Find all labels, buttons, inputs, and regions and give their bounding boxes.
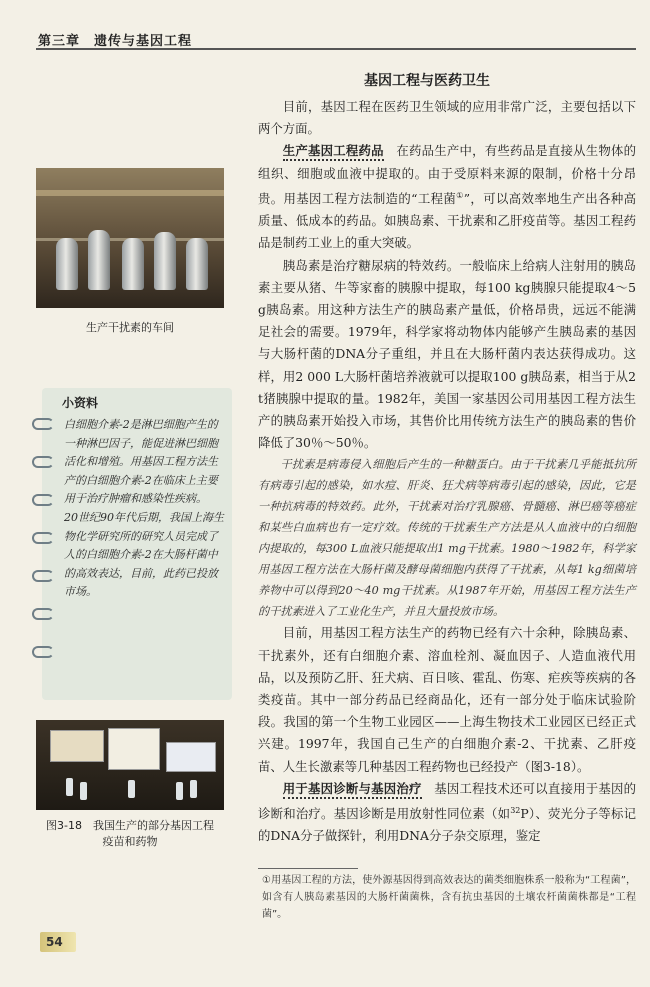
info-paragraph: 白细胞介素-2是淋巴细胞产生的一种淋巴因子，能促进淋巴细胞活化和增殖。用基因工程方法生产的白细胞介素-2在临床上主要用于治疗肿瘤和感染性疾病。 [64,418,218,506]
photo-beam [36,190,224,196]
paragraph: 胰岛素是治疗糖尿病的特效药。一般临床上给病人注射用的胰岛素主要从猪、牛等家畜的胰腺中提取，每100 kg胰腺只能提取4～5 g胰岛素。用这种方法生产的胰岛素产量低，价格昂贵，远远不能满足社会的需要。1979年，科学家将动物体内能够产生胰岛素的基因与大肠杆菌的DNA分子重组，并且在大肠杆菌内表达获得成功。这样，用2 000 L大肠杆菌培养液就可以提取100 g胰岛素，相当于从2 t猪胰腺中提取的量。1982年，美国一家基因公司用基因工程方法生产的胰岛素开始投入市场，其售价比用传统方法生产的胰岛素的售价降低了30％～50％。 [258,257,636,451]
tank [186,238,208,290]
workshop-photo [36,168,224,308]
section-title: 基因工程与医药卫生 [364,73,490,89]
ring-icon [32,456,54,468]
vial [190,780,197,798]
page-number-badge [40,932,76,952]
text-run: ”，可以高效率地生产出各种高质量、低成本的药品。如胰岛素、干扰素和乙肝疫苗等。基因工程药品是制药工业上的重大突破。 [258,190,636,251]
footnote: ①用基因工程的方法，使外源基因得到高效表达的菌类细胞株系一般称为“工程菌”，如含有人胰岛素基因的大肠杆菌菌株，含有抗虫基因的土壤农杆菌菌株都是“工程菌”。 [262,875,636,920]
subheading: 生产基因工程药品 [283,143,384,161]
subheading: 用于基因诊断与基因治疗 [283,781,422,799]
figure-caption [30,818,230,850]
tank [88,230,110,290]
ring-icon [32,570,54,582]
paragraph: 目前，基因工程在医药卫生领域的应用非常广泛，主要包括以下两个方面。 [258,99,636,137]
ring-icon [32,608,54,620]
ring-icon [32,494,54,506]
medicine-box [108,728,160,770]
caption-line: 疫苗和药物 [102,835,158,848]
medicine-box [50,730,104,762]
superscript: 32 [510,806,521,815]
info-paragraph: 20世纪90年代后期，我国上海生物化学研究所的研究人员完成了人的白细胞介素-2在大肠杆菌中的高效表达，目前，此药已投放市场。 [64,510,224,599]
small-paragraph: 干扰素是病毒侵入细胞后产生的一种糖蛋白。由于干扰素几乎能抵抗所有病毒引起的感染，如水痘、肝炎、狂犬病等病毒引起的感染，因此，它是一种抗病毒的特效药。此外，干扰素对治疗乳腺癌、骨髓癌、淋巴癌等癌症和某些白血病也有一定疗效。传统的干扰素生产方法是从人血液中的白细胞内提取的，每300 L血液只能提取出1 mg干扰素。1980～1982年，科学家用基因工程方法在大肠杆菌及酵母菌细胞内获得了干扰素，从每1 kg细菌培养物中可以得到20～40 mg干扰素。从1987年开始，用基因工程方法生产的干扰素进入了工业化生产，并且大量投放市场。 [258,458,636,619]
info-box [42,388,232,700]
info-box-title: 小资料 [62,396,99,410]
tank [122,238,144,290]
vial [80,782,87,800]
caption-line: 图3-18 我国生产的部分基因工程 [46,819,214,832]
medicine-photo [36,720,224,810]
footnote-ref[interactable]: ① [456,190,464,200]
text-run: 在药品生产中，有些药品是直接从生物体的组织、细胞或血液中提取的。由于受原料来源的限制，价格十分昂贵。用基因工程方法制造的“工程菌 [258,143,637,206]
tank [154,232,176,290]
vial [128,780,135,798]
ring-icon [32,418,54,430]
vial [176,782,183,800]
paragraph [258,778,636,848]
page-number: 54 [46,935,63,949]
binder-rings [32,418,58,688]
footnote-rule [258,868,358,869]
figure-caption: 生产干扰素的车间 [86,321,174,334]
page-header [0,0,650,52]
ring-icon [32,646,54,658]
medicine-box [166,742,216,772]
info-box-text [64,416,224,602]
text-run: P）、荧光分子等标记的DNA分子做探针，利用DNA分子杂交原理，鉴定 [258,806,636,844]
vial [66,778,73,796]
chapter-title: 第三章 遗传与基因工程 [38,34,193,49]
paragraph [258,140,636,254]
main-column [258,70,636,848]
paragraph: 目前，用基因工程方法生产的药物已经有六十余种，除胰岛素、干扰素外，还有白细胞介素、溶血栓剂、凝血因子、人造血液代用品，以及预防乙肝、狂犬病、百日咳、霍乱、伤寒、疟疾等疾病的各类疫苗。其中一部分药品已经商品化，还有一部分处于临床试验阶段。我国的第一个生物工业园区——上海生物技术工业园区已经正式兴建。1997年，我国自己生产的白细胞介素-2、干扰素、乙肝疫苗、人生长激素等几种基因工程药物也已经投产（图3-18）。 [258,625,636,774]
text-run: 基因工程技术还可以直接用于基因的诊断和治疗。基因诊断是用放射性同位素（如 [258,780,637,822]
ring-icon [32,532,54,544]
tank [56,238,78,290]
